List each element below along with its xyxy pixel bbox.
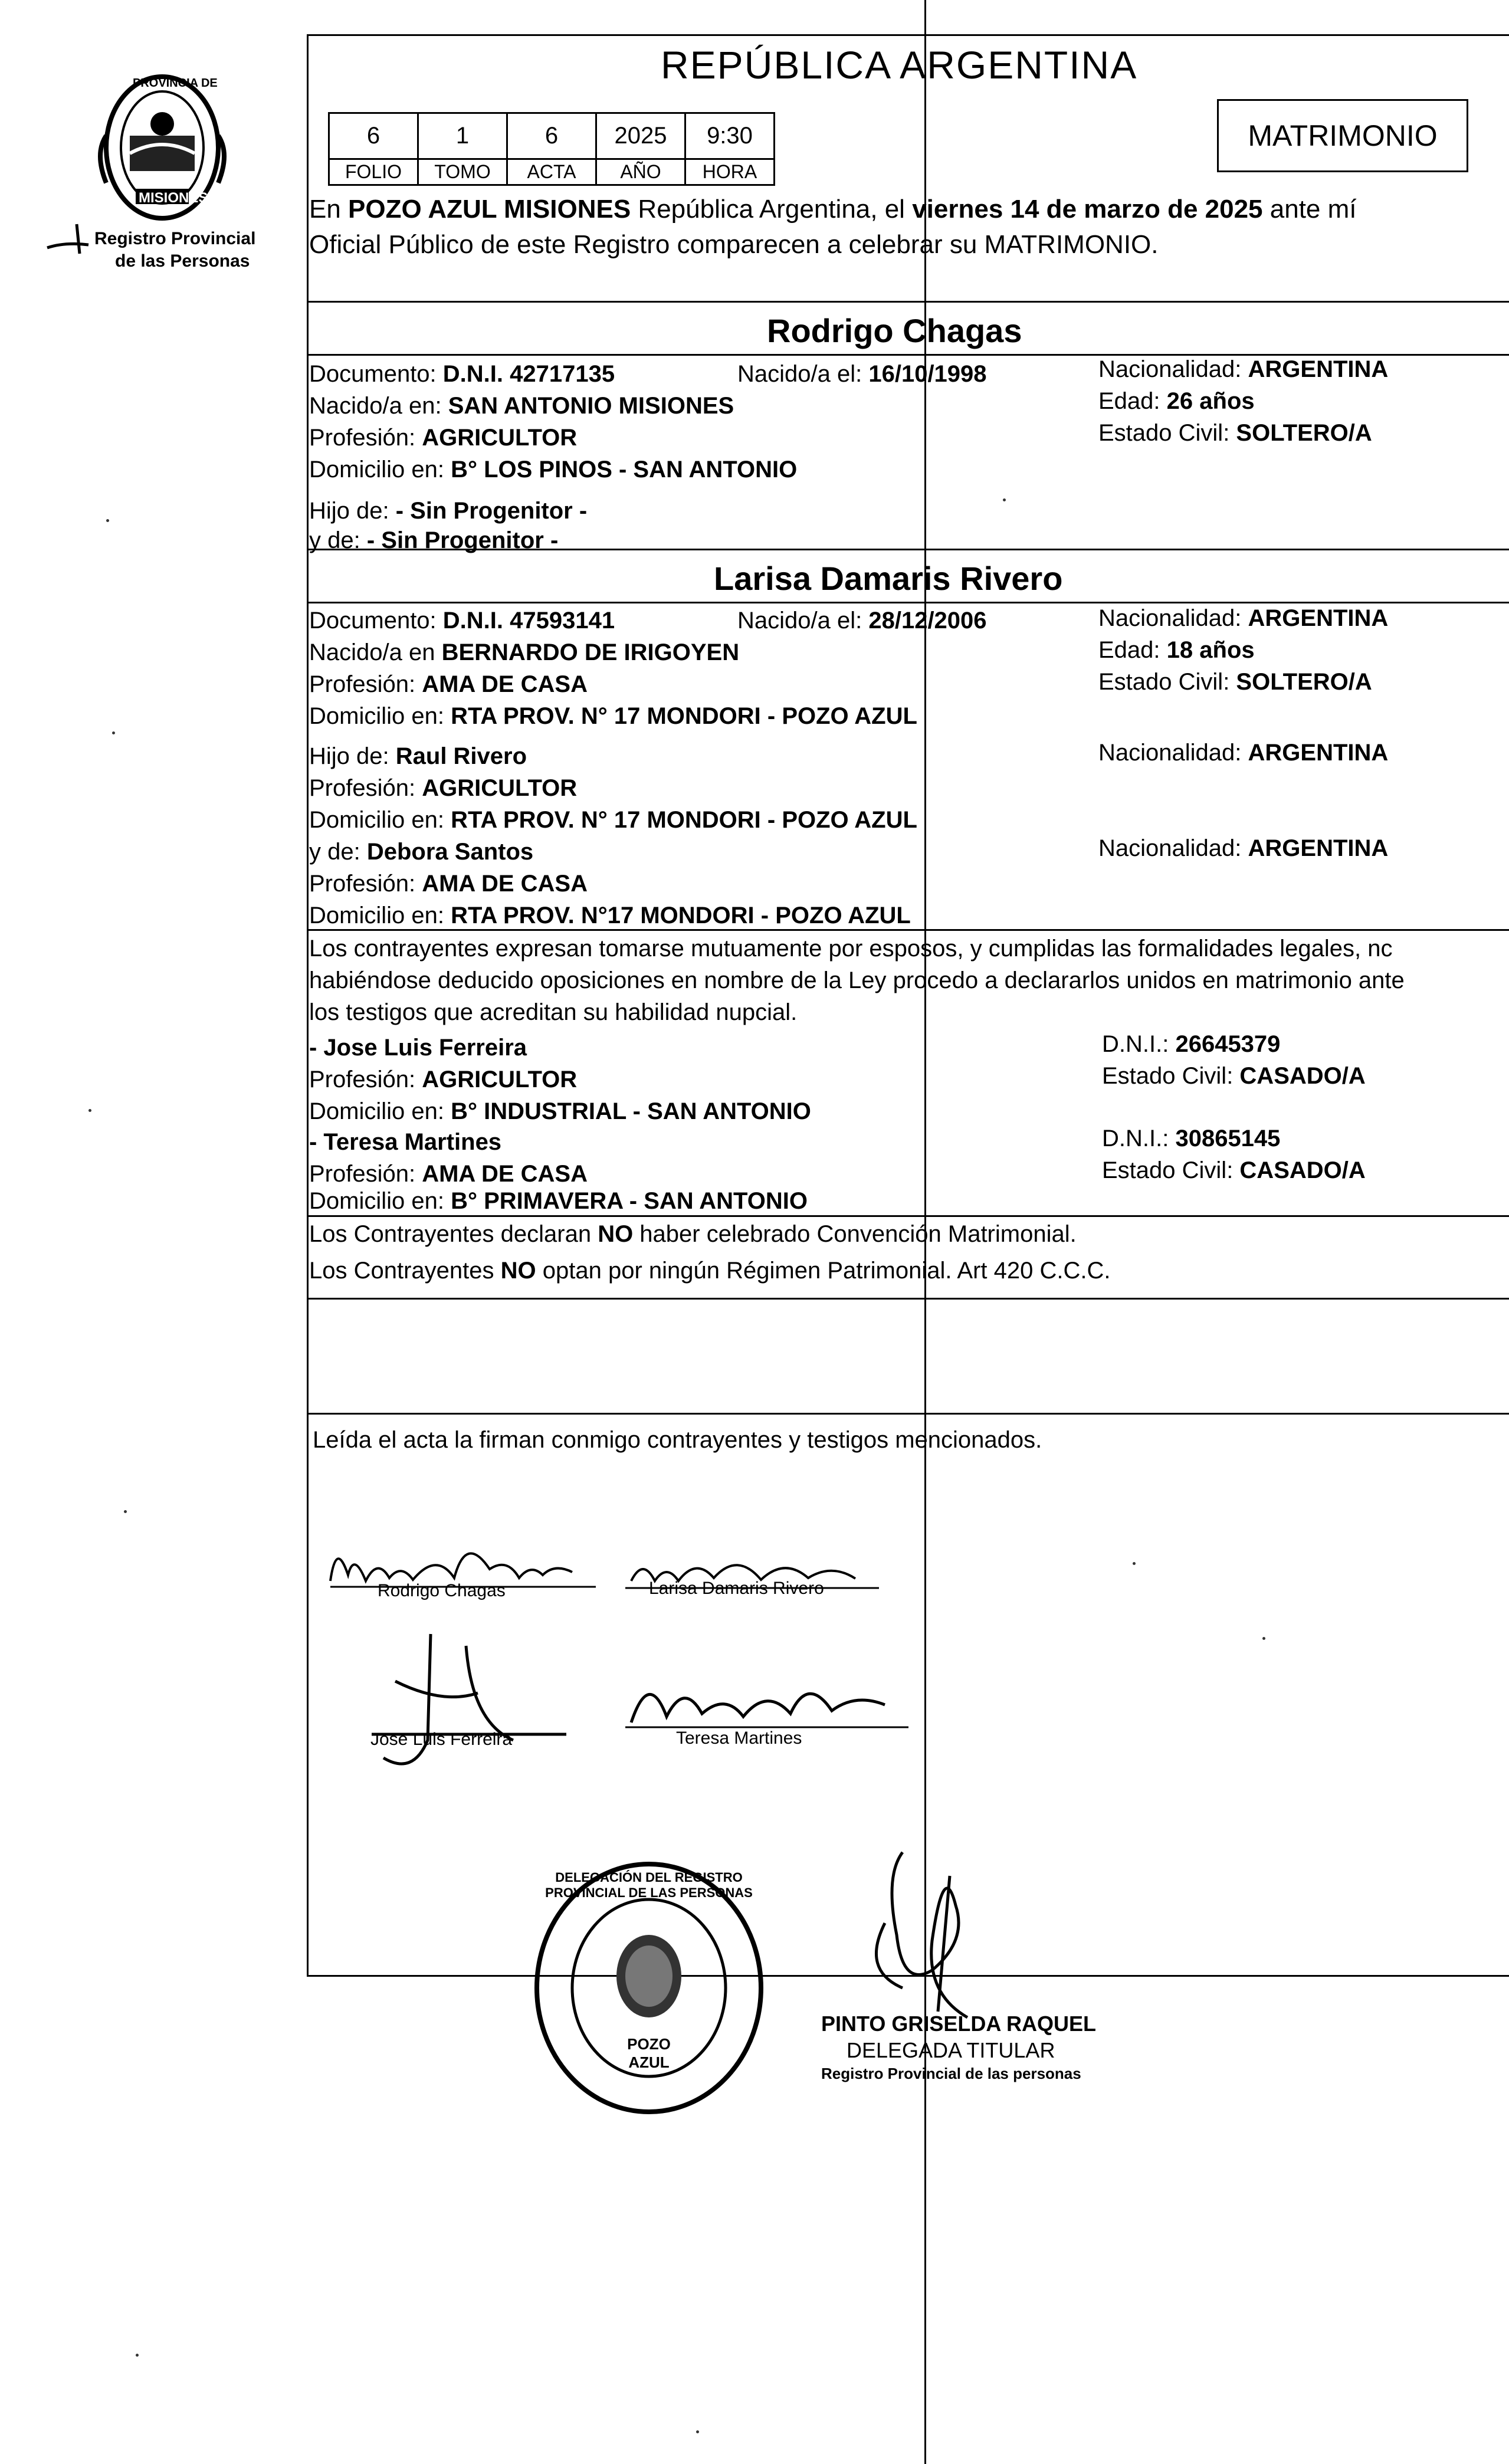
hora-label: HORA <box>685 159 775 185</box>
spouse1-profession: AGRICULTOR <box>422 425 578 451</box>
spouse1-civil: SOLTERO/A <box>1236 420 1372 446</box>
label: Nacido/a en <box>309 639 442 665</box>
logo-text-top: PROVINCIA DE <box>133 77 218 90</box>
scan-speck <box>1262 1637 1265 1640</box>
label: y de: <box>309 839 367 865</box>
witness2-profession-line <box>309 1159 588 1189</box>
label: Nacionalidad: <box>1098 835 1248 861</box>
witness1-address-line <box>309 1096 811 1127</box>
anio-label: AÑO <box>596 159 685 185</box>
spouse2-name: Larisa Damaris Rivero <box>714 560 1063 597</box>
scan-speck <box>696 2430 699 2433</box>
spouse2-doc-line <box>309 605 615 636</box>
witness2-civil: CASADO/A <box>1239 1157 1366 1183</box>
spouse1-born-on: 16/10/1998 <box>868 361 987 387</box>
witness1-profession: AGRICULTOR <box>422 1067 578 1092</box>
label: Domicilio en: <box>309 703 451 729</box>
scan-speck <box>88 1109 91 1112</box>
spouse2-address-line <box>309 701 917 731</box>
act-type-label: MATRIMONIO <box>1248 119 1438 152</box>
agreement-no: NO <box>598 1221 634 1247</box>
witness1-dni: 26645379 <box>1175 1031 1281 1057</box>
declaration-line1: Los contrayentes expresan tomarse mutuamente por esposos, y cumplidas las formalidades legales, nc <box>309 936 1393 962</box>
intro-text-1: En <box>309 195 349 224</box>
label: y de: <box>309 527 367 553</box>
country-title: REPÚBLICA ARGENTINA <box>661 43 1138 87</box>
declaration-line2: habiéndose deducido oposiciones en nombre de la Ley procedo a declararlos unidos en matrimonio ante <box>309 967 1405 993</box>
label: Estado Civil: <box>1098 420 1236 446</box>
scan-speck <box>1133 1562 1136 1565</box>
spouse2-profession: AMA DE CASA <box>422 671 588 697</box>
spouse2-father: Raul Rivero <box>395 743 527 769</box>
intro-text-2: República Argentina, el <box>631 195 913 224</box>
spouse1-civil-line <box>1098 418 1372 448</box>
signature-witness1 <box>324 1622 572 1781</box>
witness2-profession: AMA DE CASA <box>422 1161 588 1187</box>
spouse2-age: 18 años <box>1166 637 1255 663</box>
spouse1-nationality-line <box>1098 354 1388 385</box>
declaration-line3: los testigos que acreditan su habilidad nupcial. <box>309 999 798 1025</box>
logo-text-bottom: MISIONES <box>139 190 208 206</box>
spouse2-nationality-line <box>1098 603 1388 634</box>
acta-value: 6 <box>507 113 596 159</box>
tomo-label: TOMO <box>418 159 507 185</box>
folio-value: 6 <box>329 113 418 159</box>
signature-official <box>814 1840 1003 2029</box>
label: Nacionalidad: <box>1098 605 1248 631</box>
spouse2-doc: D.N.I. 47593141 <box>442 608 615 634</box>
witness2-dni-line <box>1102 1123 1280 1154</box>
label: Profesión: <box>309 1067 422 1092</box>
closing-text: Leída el acta la firman conmigo contrayentes y testigos mencionados. <box>313 1427 1042 1453</box>
agreement-line1 <box>309 1219 1077 1249</box>
label: Domicilio en: <box>309 807 451 833</box>
intro-text-3: ante mí <box>1262 195 1357 224</box>
hora-value: 9:30 <box>685 113 775 159</box>
spouse2-father-prof: AGRICULTOR <box>422 775 578 801</box>
witness1-address: B° INDUSTRIAL - SAN ANTONIO <box>451 1098 811 1124</box>
agreement-line2 <box>309 1255 1111 1286</box>
spouse1-parent1-line <box>309 496 587 526</box>
spouse2-father-nat-line <box>1098 737 1388 768</box>
spouse2-born-in-line <box>309 637 739 668</box>
label: Estado Civil: <box>1102 1063 1240 1089</box>
spouse2-mother-addr: RTA PROV. N°17 MONDORI - POZO AZUL <box>451 903 911 928</box>
witness2-address-line <box>309 1186 808 1216</box>
label: Documento: <box>309 361 443 387</box>
signature-label-witness2: Teresa Martines <box>676 1728 802 1748</box>
witness2-name: - Teresa Martines <box>309 1129 502 1155</box>
spouse1-doc-line <box>309 359 615 389</box>
spouse2-mother: Debora Santos <box>366 839 534 865</box>
registry-table <box>328 112 775 186</box>
label: Profesión: <box>309 871 422 897</box>
anio-value: 2025 <box>596 113 685 159</box>
label: Profesión: <box>309 775 422 801</box>
spouse1-born-in: SAN ANTONIO MISIONES <box>448 393 734 419</box>
intro-line2: Oficial Público de este Registro comparecen a celebrar su MATRIMONIO. <box>309 230 1159 259</box>
label: Edad: <box>1098 637 1167 663</box>
label: Nacionalidad: <box>1098 740 1248 766</box>
spouse2-mother-prof: AMA DE CASA <box>422 871 588 897</box>
spouse1-name: Rodrigo Chagas <box>767 312 1022 349</box>
agreement-text: Los Contrayentes <box>309 1258 501 1284</box>
official-name: PINTO GRISELDA RAQUEL <box>821 2012 1097 2036</box>
spouse2-mother-nat-line <box>1098 833 1388 864</box>
registry-values-row <box>329 113 775 159</box>
seal-ring-text: DELEGACIÓN DEL REGISTRO PROVINCIAL DE LAS PERSONAS <box>545 1870 753 1900</box>
label: Hijo de: <box>309 743 396 769</box>
label: Edad: <box>1098 388 1167 414</box>
label: Profesión: <box>309 671 422 697</box>
spouse2-born-on: 28/12/2006 <box>868 608 987 634</box>
label: Documento: <box>309 608 443 634</box>
spouse2-profession-line <box>309 669 588 700</box>
scan-speck <box>136 2354 139 2357</box>
spouse2-mother-prof-line <box>309 868 588 899</box>
registry-name-line2: de las Personas <box>115 251 250 271</box>
acta-label: ACTA <box>507 159 596 185</box>
top-border <box>307 34 1509 36</box>
spouse1-address: B° LOS PINOS - SAN ANTONIO <box>451 457 798 483</box>
label: Domicilio en: <box>309 1188 451 1214</box>
official-title: DELEGADA TITULAR <box>847 2038 1055 2062</box>
label: Domicilio en: <box>309 903 451 928</box>
divider-above-closing <box>307 1413 1509 1415</box>
spouse2-father-line <box>309 741 527 772</box>
spouse1-age: 26 años <box>1166 388 1255 414</box>
spouse1-parent1: - Sin Progenitor - <box>395 498 588 524</box>
spouse2-born-on-line <box>737 605 987 636</box>
label: D.N.I.: <box>1102 1031 1176 1057</box>
witness1-name: - Jose Luis Ferreira <box>309 1035 527 1061</box>
spouse2-civil-line <box>1098 667 1372 697</box>
agreement-text: haber celebrado Convención Matrimonial. <box>633 1221 1077 1247</box>
spouse2-mother-nat: ARGENTINA <box>1248 835 1389 861</box>
witness2-dni: 30865145 <box>1175 1126 1281 1151</box>
spouse2-father-addr-line <box>309 805 917 835</box>
label: Profesión: <box>309 1161 422 1187</box>
scan-speck <box>1003 498 1006 501</box>
scan-speck <box>112 731 115 734</box>
spouse1-born-in-line <box>309 391 734 421</box>
witness1-civil-line <box>1102 1061 1366 1091</box>
witness1-profession-line <box>309 1064 577 1095</box>
signature-witness2 <box>614 1658 920 1740</box>
signature-label-spouse2: Larisa Damaris Rivero <box>649 1579 824 1598</box>
province-logo <box>83 65 242 224</box>
spouse2-mother-line <box>309 836 533 867</box>
scan-speck <box>106 519 109 522</box>
signature-label-spouse1: Rodrigo Chagas <box>378 1581 506 1600</box>
official-seal <box>531 1858 767 2118</box>
label: D.N.I.: <box>1102 1126 1176 1151</box>
intro-place: POZO AZUL MISIONES <box>348 195 631 224</box>
intro-line1 <box>309 195 1357 224</box>
divider-above-spouse1 <box>307 301 1509 303</box>
spouse1-born-on-line <box>737 359 987 389</box>
scan-speck <box>124 1510 127 1513</box>
label: Estado Civil: <box>1098 669 1236 695</box>
label: Nacido/a el: <box>737 608 869 634</box>
label: Domicilio en: <box>309 457 451 483</box>
intro-date: viernes 14 de marzo de 2025 <box>912 195 1263 224</box>
spouse2-address: RTA PROV. N° 17 MONDORI - POZO AZUL <box>451 703 917 729</box>
label: Nacionalidad: <box>1098 356 1248 382</box>
spouse1-doc: D.N.I. 42717135 <box>442 361 615 387</box>
pen-mark-icon <box>35 218 94 260</box>
folio-label: FOLIO <box>329 159 418 185</box>
divider-below-agreements <box>307 1298 1509 1300</box>
registry-name-line1: Registro Provincial <box>94 229 256 248</box>
label: Profesión: <box>309 425 422 451</box>
spouse1-address-line <box>309 454 797 485</box>
label: Hijo de: <box>309 498 396 524</box>
spouse2-father-prof-line <box>309 773 577 803</box>
spouse2-age-line <box>1098 635 1255 665</box>
agreement-text: Los Contrayentes declaran <box>309 1221 598 1247</box>
label: Nacido/a en: <box>309 393 448 419</box>
spouse2-nationality: ARGENTINA <box>1248 605 1389 631</box>
label: Domicilio en: <box>309 1098 451 1124</box>
agreement-text: optan por ningún Régimen Patrimonial. Art 420 C.C.C. <box>536 1258 1111 1284</box>
spouse1-nationality: ARGENTINA <box>1248 356 1389 382</box>
witness1-civil: CASADO/A <box>1239 1063 1366 1089</box>
label: Estado Civil: <box>1102 1157 1240 1183</box>
spouse1-parent2: - Sin Progenitor - <box>366 527 559 553</box>
witness1-dni-line <box>1102 1029 1280 1059</box>
spouse1-age-line <box>1098 386 1255 416</box>
tomo-value: 1 <box>418 113 507 159</box>
spouse2-born-in: BERNARDO DE IRIGOYEN <box>441 639 740 665</box>
seal-center-text: POZO AZUL <box>627 2035 671 2071</box>
spouse1-parent2-line <box>309 525 558 556</box>
official-org: Registro Provincial de las personas <box>821 2065 1081 2082</box>
spouse2-mother-addr-line <box>309 900 911 931</box>
registry-labels-row <box>329 159 775 185</box>
spouse1-profession-line <box>309 422 577 453</box>
label: Nacido/a el: <box>737 361 869 387</box>
signature-label-witness1: Jose Luis Ferreira <box>370 1730 513 1749</box>
agreement-no: NO <box>500 1258 536 1284</box>
spouse2-civil: SOLTERO/A <box>1236 669 1372 695</box>
act-type-box <box>1217 99 1468 172</box>
witness2-address: B° PRIMAVERA - SAN ANTONIO <box>451 1188 808 1214</box>
spouse2-father-nat: ARGENTINA <box>1248 740 1389 766</box>
left-border <box>307 35 309 1976</box>
witness2-civil-line <box>1102 1155 1366 1186</box>
spouse2-father-addr: RTA PROV. N° 17 MONDORI - POZO AZUL <box>451 807 917 833</box>
